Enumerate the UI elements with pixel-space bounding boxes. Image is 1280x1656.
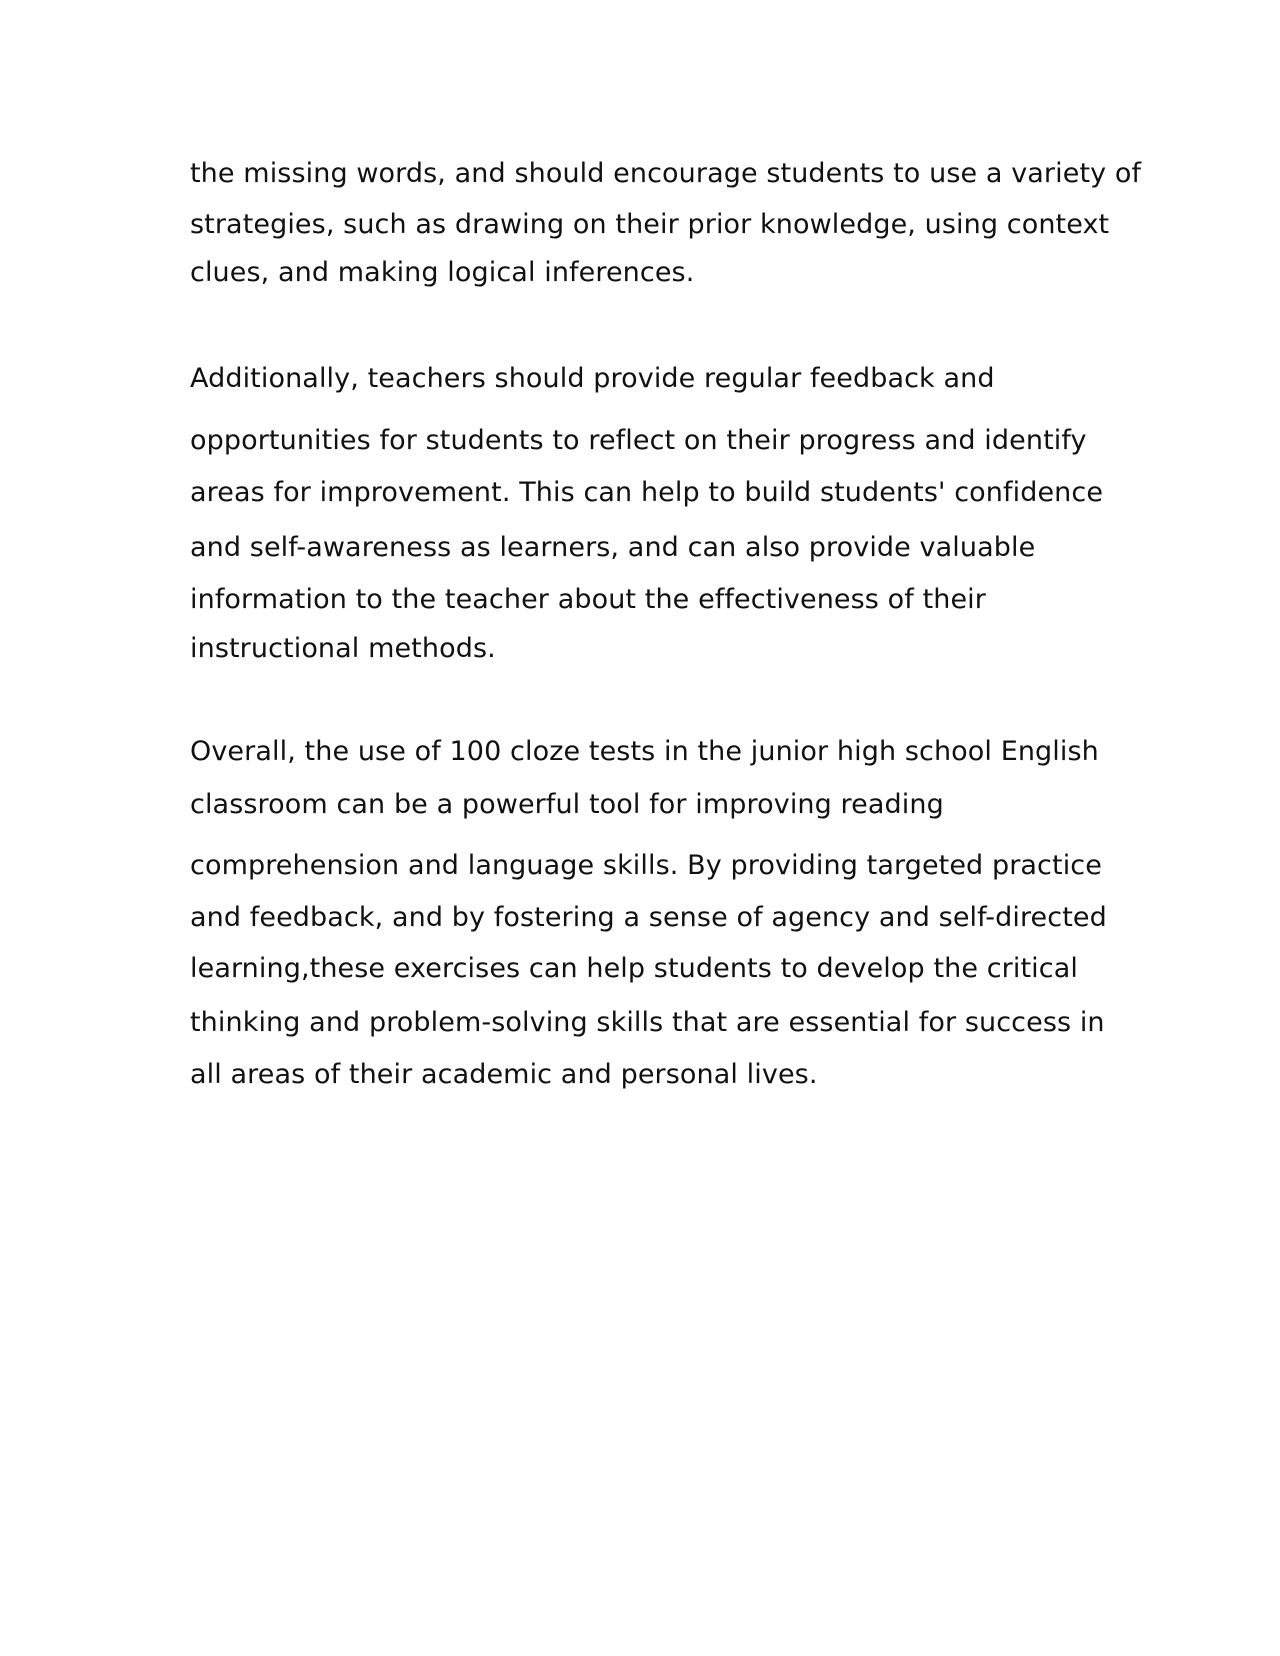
paragraph-2-line-6: instructional methods. xyxy=(190,633,496,664)
paragraph-2-line-4: and self-awareness as learners, and can also provide valuable xyxy=(190,532,1036,563)
paragraph-1-line-2: strategies, such as drawing on their prior knowledge, using context xyxy=(190,209,1110,240)
paragraph-3-line-7: all areas of their academic and personal lives. xyxy=(190,1059,818,1090)
paragraph-3-line-1: Overall, the use of 100 cloze tests in the junior high school English xyxy=(190,736,1099,767)
paragraph-3-line-6: thinking and problem-solving skills that are essential for success in xyxy=(190,1007,1105,1038)
paragraph-1-line-3: clues, and making logical inferences. xyxy=(190,257,695,288)
paragraph-3-line-5: learning,these exercises can help students to develop the critical xyxy=(190,953,1078,984)
paragraph-2-line-3: areas for improvement. This can help to build students' confidence xyxy=(190,477,1104,508)
paragraph-2-line-1: Additionally, teachers should provide regular feedback and xyxy=(190,363,995,394)
paragraph-3-line-3: comprehension and language skills. By providing targeted practice xyxy=(190,850,1102,881)
paragraph-2-line-2: opportunities for students to reflect on their progress and identify xyxy=(190,425,1087,456)
paragraph-2-line-5: information to the teacher about the effectiveness of their xyxy=(190,584,986,615)
paragraph-3-line-2: classroom can be a powerful tool for improving reading xyxy=(190,789,944,820)
paragraph-3-line-4: and feedback, and by fostering a sense of agency and self-directed xyxy=(190,902,1107,933)
paragraph-1-line-1: the missing words, and should encourage students to use a variety of xyxy=(190,158,1142,189)
